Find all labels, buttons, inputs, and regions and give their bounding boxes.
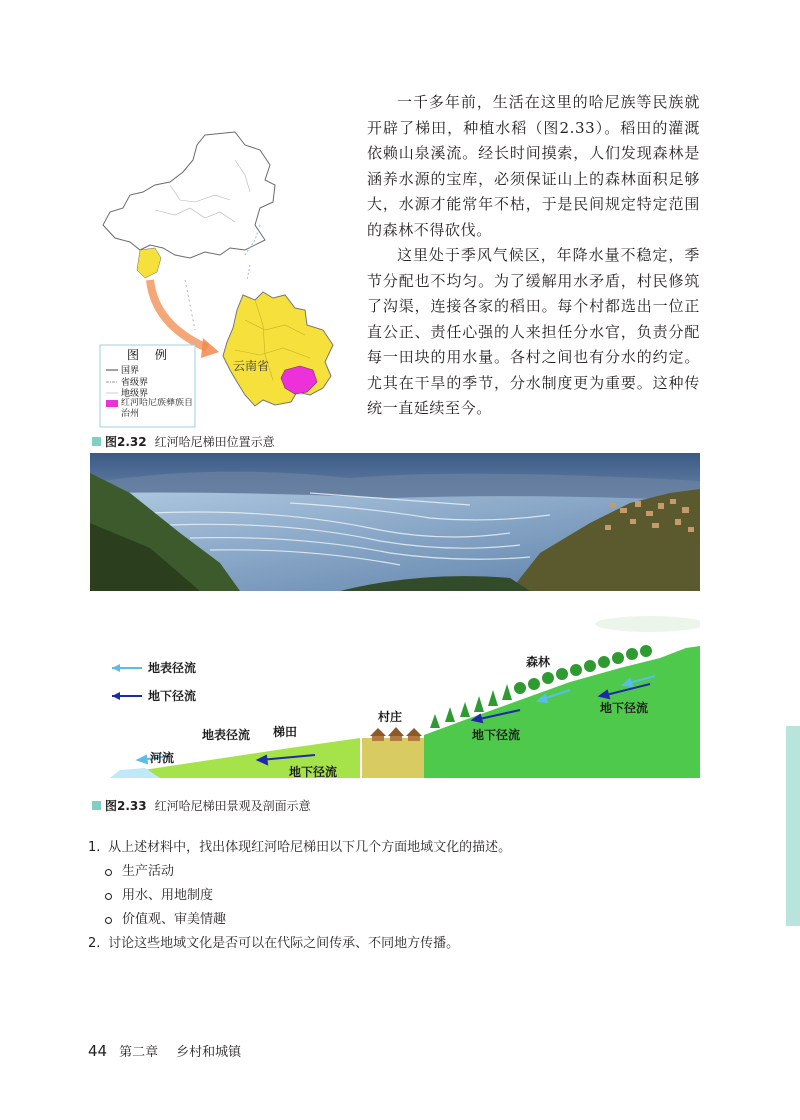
legend-prefecture: 地级界 (121, 389, 149, 399)
legend-provincial: 省级界 (121, 378, 149, 388)
fig-2-33-caption (92, 797, 311, 814)
bullet-icon (105, 869, 112, 876)
label-surface-runoff: 地表径流 (202, 728, 251, 742)
legend-title: 图 例 (127, 348, 173, 362)
arrow-icon (150, 280, 207, 348)
fig-2-32-number: 图2.32 (105, 435, 147, 449)
body-text (367, 90, 700, 422)
question-1 (88, 836, 708, 860)
label-underground-1: 地下径流 (289, 765, 338, 779)
paragraph-2: 这里处于季风气候区，年降水量不稳定，季节分配也不均匀。为了缓解用水矛盾，村民修筑了沟渠，连接各家的稻田。每个村都选出一位正直公正、责任心强的人来担任分水官，负责分配每一田块的用水量。各村之间也有分水的约定。尤其在干旱的季节，分水制度更为重要。这种传统一直延续至今。 (367, 246, 700, 417)
label-underground-3: 地下径流 (600, 701, 649, 715)
option-1-text: 生产活动 (122, 864, 175, 879)
fig-2-32-title: 红河哈尼梯田位置示意 (154, 435, 275, 449)
label-underground-2: 地下径流 (472, 728, 521, 742)
yunnan-small (137, 248, 161, 278)
fig-2-33-number: 图2.33 (105, 799, 147, 813)
question-2-text: 讨论这些地域文化是否可以在代际之间传承、不同地方传播。 (108, 936, 460, 951)
terrace-photo (90, 453, 700, 591)
option-3 (88, 908, 708, 932)
option-2 (88, 884, 708, 908)
questions (88, 836, 708, 956)
village-block (362, 738, 424, 778)
section-label: 乡村和城镇 (176, 1045, 242, 1060)
fig-2-32-caption (92, 433, 275, 450)
legend-honghe: 红河哈尼族彝族自治州 (121, 398, 193, 419)
china-outline (103, 132, 275, 258)
location-map (95, 130, 335, 430)
question-2-number: 2. (88, 936, 101, 951)
side-tab (786, 726, 800, 926)
question-1-text: 从上述材料中，找出体现红河哈尼梯田以下几个方面地域文化的描述。 (108, 840, 512, 855)
province-label: 云南省 (233, 359, 270, 373)
bullet-icon (105, 917, 112, 924)
chapter-label: 第二章 (119, 1045, 159, 1060)
legend-surface-runoff: 地表径流 (148, 661, 197, 675)
caption-marker (92, 437, 101, 446)
label-forest: 森林 (526, 655, 551, 669)
legend-national: 国界 (121, 366, 140, 376)
paragraph-1: 一千多年前，生活在这里的哈尼族等民族就开辟了梯田，种植水稻（图2.33）。稻田的灌溉依赖山泉溪流。经长时间摸索，人们发现森林是涵养水源的宝库，必须保证山上的森林面积足够大，水源才能常年不枯，于是民间规定特定范围的森林不得砍伐。 (367, 93, 700, 239)
page-number: 44 (88, 1042, 108, 1060)
option-2-text: 用水、用地制度 (122, 888, 214, 903)
page-footer (88, 1041, 241, 1060)
label-river: 河流 (150, 751, 175, 765)
question-2 (88, 932, 708, 956)
profile-diagram (90, 610, 700, 780)
fig-2-33-title: 红河哈尼梯田景观及剖面示意 (154, 799, 311, 813)
caption-marker (92, 801, 101, 810)
option-3-text: 价值观、审美情趣 (122, 912, 227, 927)
label-terrace: 梯田 (273, 725, 298, 739)
question-1-number: 1. (88, 840, 101, 855)
label-village: 村庄 (378, 710, 403, 724)
option-1 (88, 860, 708, 884)
bullet-icon (105, 893, 112, 900)
legend-underground-runoff: 地下径流 (148, 689, 197, 703)
yunnan-province (223, 292, 333, 406)
